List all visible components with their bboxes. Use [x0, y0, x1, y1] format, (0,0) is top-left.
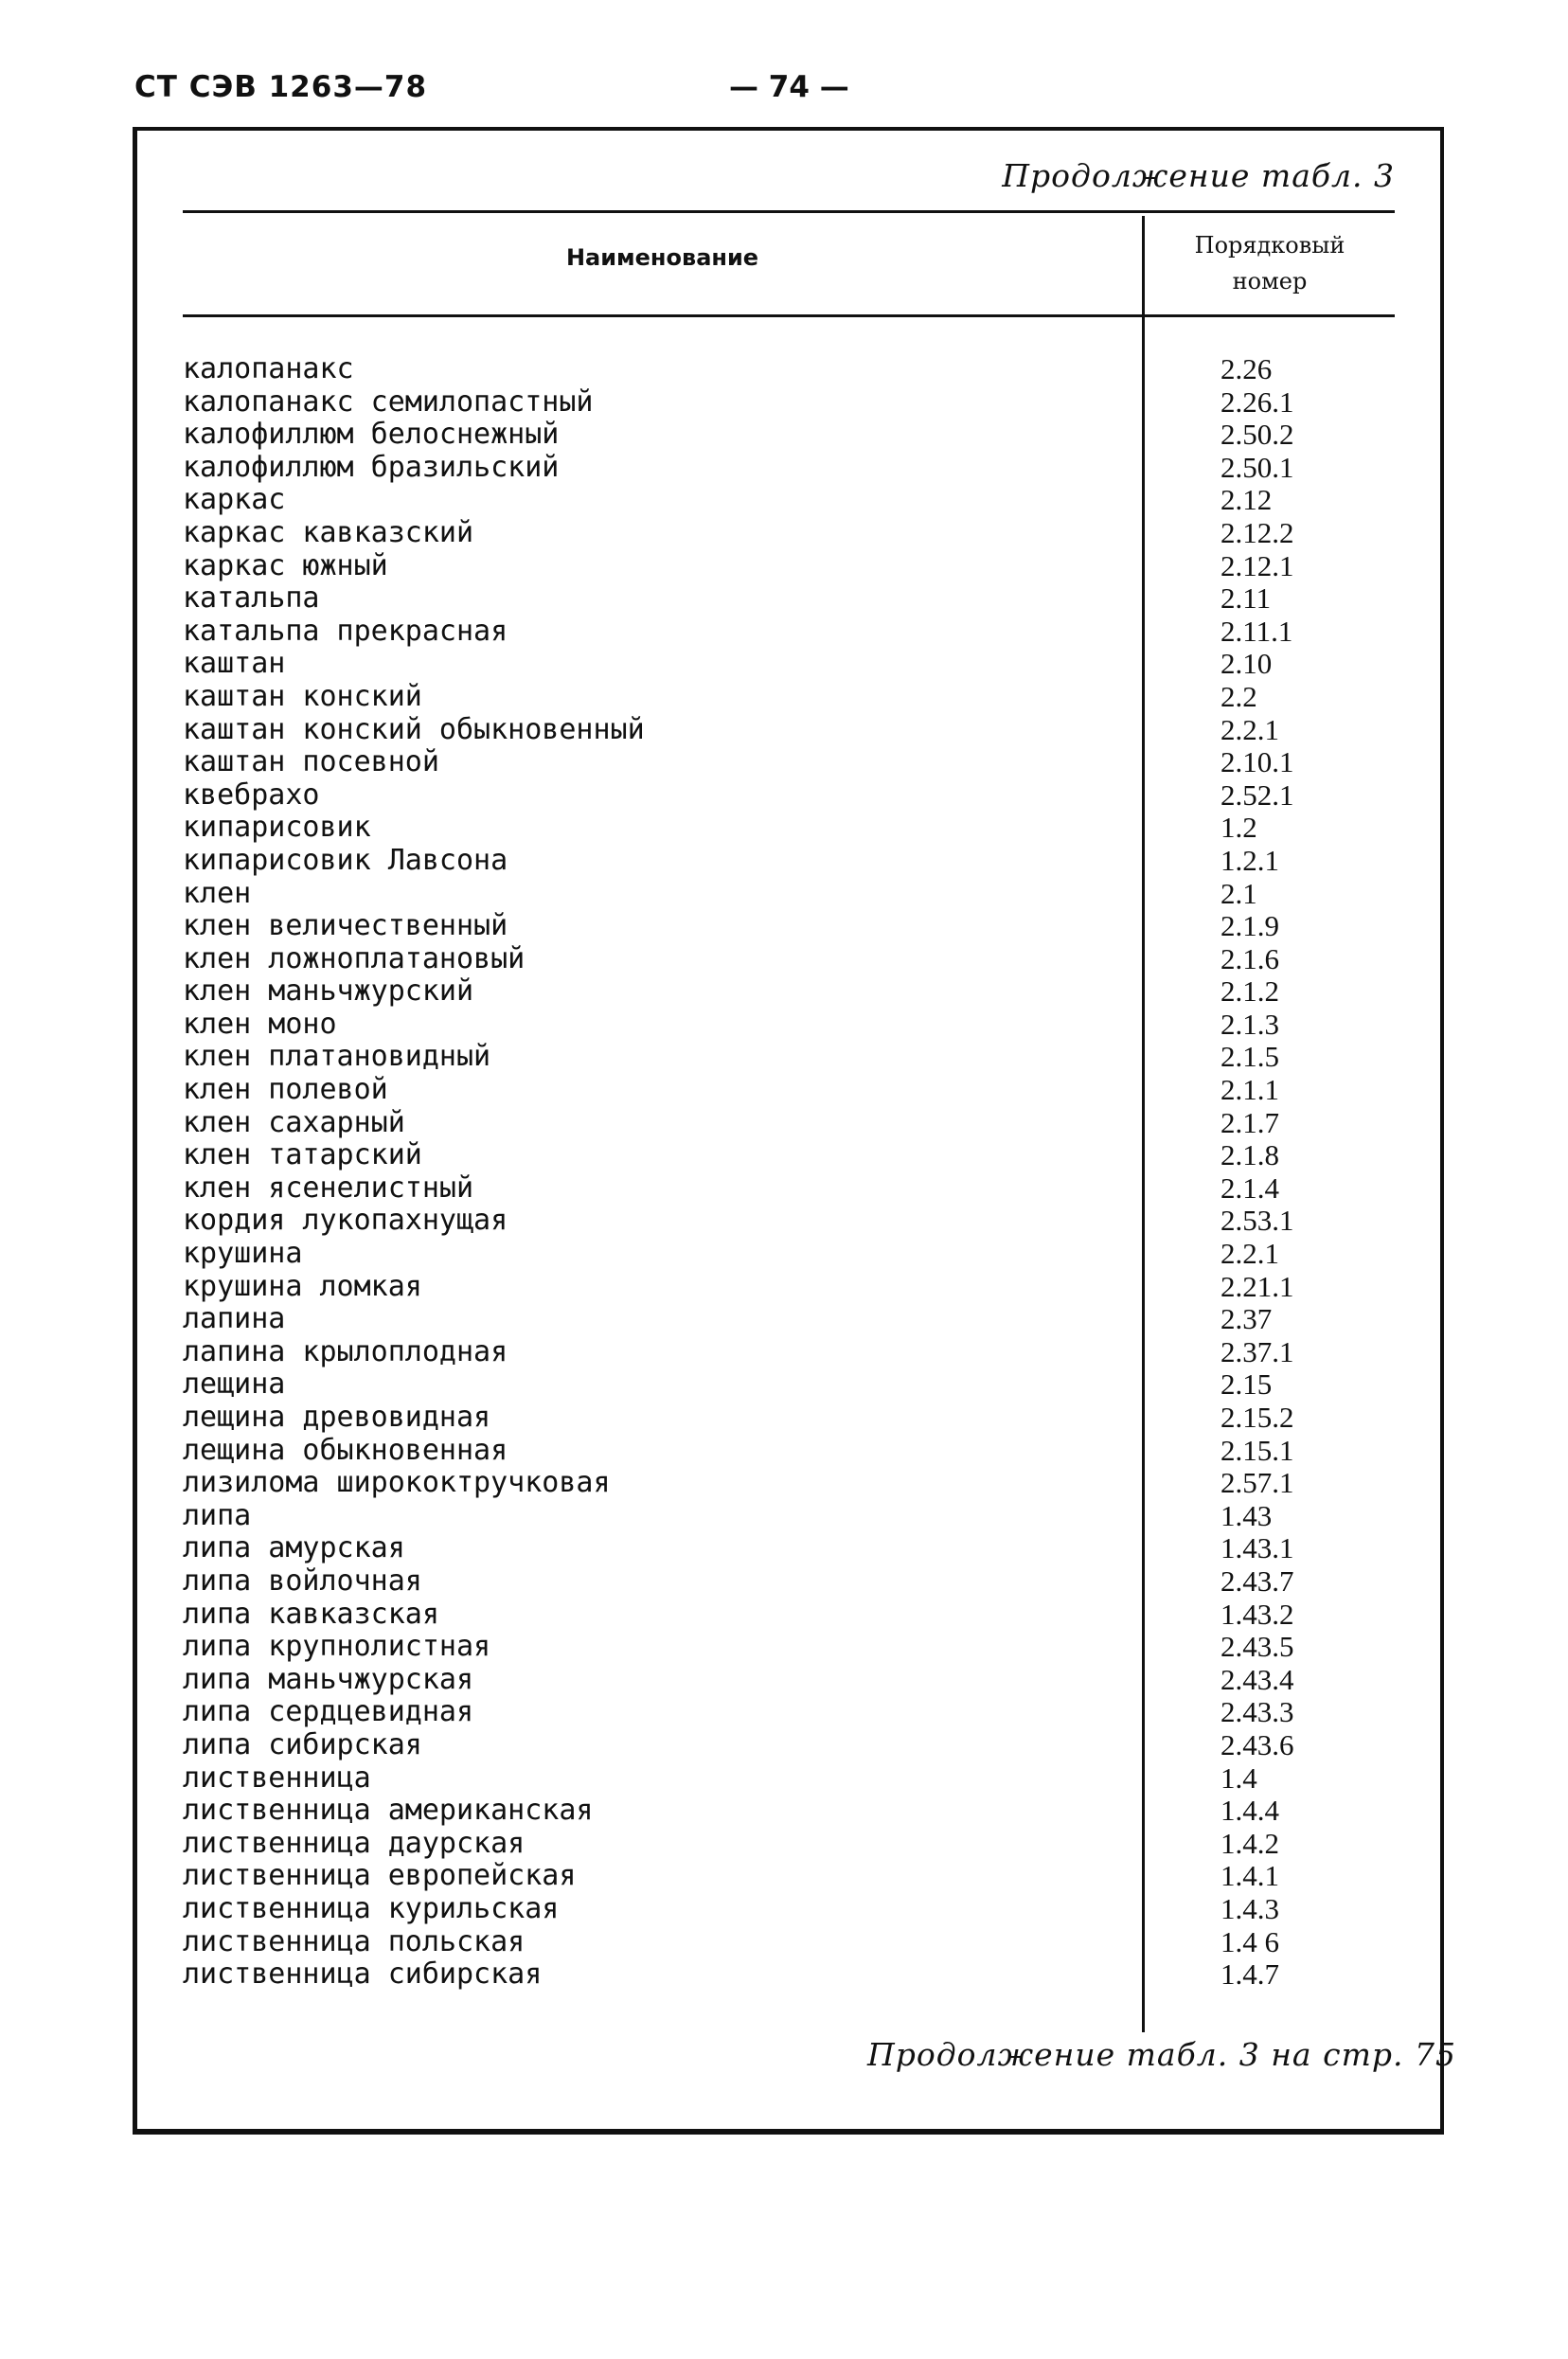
- row-number: 2.43.3: [1221, 1695, 1294, 1729]
- row-number: 2.21.1: [1221, 1269, 1294, 1303]
- row-name: калофиллюм бразильский: [183, 450, 560, 484]
- table-row: [183, 1009, 1395, 1042]
- row-name: каркас кавказский: [183, 515, 474, 549]
- row-name: крушина ломкая: [183, 1269, 422, 1303]
- table-row: [183, 386, 1395, 420]
- row-number: 2.1.7: [1221, 1105, 1279, 1139]
- table-row: [183, 1074, 1395, 1107]
- row-name: квебрахо: [183, 777, 320, 812]
- row-number: 2.10: [1221, 647, 1273, 681]
- row-number: 1.4.3: [1221, 1891, 1279, 1925]
- row-name: лиственница: [183, 1760, 371, 1795]
- table-row: [183, 517, 1395, 550]
- table-row: [183, 1435, 1395, 1468]
- row-name: липа войлочная: [183, 1564, 422, 1598]
- row-number: 1.2: [1221, 811, 1257, 845]
- table-row: [183, 1599, 1395, 1632]
- table-row: [183, 1631, 1395, 1664]
- row-number: 2.1.3: [1221, 1007, 1279, 1041]
- table-row: [183, 582, 1395, 616]
- col-header-number: [1145, 227, 1395, 299]
- table-row: [183, 845, 1395, 878]
- row-name: каркас южный: [183, 548, 388, 582]
- row-number: 2.1.9: [1221, 909, 1279, 943]
- table-row: [183, 1172, 1395, 1206]
- table-row: [183, 746, 1395, 779]
- row-number: 2.50.2: [1221, 418, 1294, 452]
- table-row: [183, 1795, 1395, 1828]
- row-number: 2.37: [1221, 1302, 1273, 1336]
- table-row: [183, 1893, 1395, 1926]
- table-row: [183, 681, 1395, 714]
- row-number: 2.15: [1221, 1367, 1273, 1402]
- row-number: 1.4.7: [1221, 1957, 1279, 1992]
- row-number: 2.12: [1221, 483, 1273, 517]
- row-name: лиственница польская: [183, 1924, 526, 1958]
- table-row: [183, 1565, 1395, 1599]
- row-name: клен сахарный: [183, 1105, 405, 1139]
- row-name: липа кавказская: [183, 1597, 439, 1631]
- row-name: лещина обыкновенная: [183, 1433, 508, 1467]
- table-row: [183, 1729, 1395, 1762]
- row-name: клен маньчжурский: [183, 974, 474, 1009]
- table-row: [183, 1041, 1395, 1074]
- row-number: 2.11.1: [1221, 614, 1293, 648]
- document-code: СТ СЭВ 1263—78: [134, 70, 428, 104]
- table-row: [183, 1205, 1395, 1238]
- table-row: [183, 1107, 1395, 1140]
- table-row: [183, 1139, 1395, 1172]
- row-number: 1.2.1: [1221, 843, 1279, 877]
- table-row: [183, 616, 1395, 649]
- row-name: калопанакс семилопастный: [183, 384, 594, 419]
- row-number: 2.2.1: [1221, 712, 1279, 746]
- row-name: липа крупнолистная: [183, 1630, 491, 1664]
- row-name: каштан конский обыкновенный: [183, 712, 645, 746]
- header-bottom-rule: [183, 314, 1395, 317]
- row-number: 2.1.8: [1221, 1138, 1279, 1172]
- row-number: 2.15.2: [1221, 1401, 1294, 1434]
- row-name: каштан конский: [183, 679, 422, 713]
- continuation-bottom: Продолжение табл. 3 на стр. 75: [867, 2036, 1456, 2073]
- table-row: [183, 1958, 1395, 1992]
- row-name: каштан: [183, 647, 286, 681]
- col-header-number-line2: номер: [1232, 268, 1308, 295]
- row-name: липа сердцевидная: [183, 1695, 474, 1729]
- table-row: [183, 1303, 1395, 1336]
- table-top-rule: [183, 210, 1395, 213]
- table-row: [183, 1860, 1395, 1893]
- row-name: кипарисовик: [183, 811, 371, 845]
- row-name: клен величественный: [183, 909, 508, 943]
- table-row: [183, 975, 1395, 1009]
- row-number: 1.4.2: [1221, 1826, 1279, 1860]
- row-number: 2.15.1: [1221, 1433, 1294, 1467]
- table-row: [183, 714, 1395, 747]
- row-number: 2.37.1: [1221, 1334, 1294, 1368]
- row-name: лапина: [183, 1302, 286, 1336]
- row-number: 2.12.1: [1221, 548, 1294, 582]
- row-name: липа: [183, 1498, 252, 1532]
- row-number: 1.4.1: [1221, 1859, 1279, 1893]
- row-number: 2.1.6: [1221, 941, 1279, 975]
- row-name: калопанакс: [183, 352, 354, 385]
- table-row: [183, 484, 1395, 517]
- row-name: клен ясенелистный: [183, 1171, 474, 1205]
- table-row: [183, 1336, 1395, 1369]
- table-row: [183, 1926, 1395, 1959]
- table-row: [183, 779, 1395, 813]
- row-name: клен платановидный: [183, 1040, 491, 1074]
- row-name: липа сибирская: [183, 1727, 422, 1761]
- row-name: каркас: [183, 483, 286, 517]
- row-name: каштан посевной: [183, 745, 439, 779]
- row-number: 2.52.1: [1221, 777, 1294, 812]
- row-number: 1.43.2: [1221, 1597, 1294, 1631]
- table-row: [183, 910, 1395, 943]
- table-body: [183, 353, 1395, 1992]
- row-name: лещина: [183, 1367, 286, 1402]
- table-row: [183, 419, 1395, 452]
- row-number: 2.43.5: [1221, 1630, 1294, 1664]
- table-row: [183, 1467, 1395, 1500]
- row-number: 2.26: [1221, 352, 1273, 385]
- row-name: кипарисовик Лавсона: [183, 843, 508, 877]
- table-row: [183, 1368, 1395, 1402]
- row-number: 2.11: [1221, 581, 1272, 616]
- row-number: 2.53.1: [1221, 1204, 1294, 1238]
- table-row: [183, 648, 1395, 681]
- col-header-name: Наименование: [565, 244, 759, 271]
- row-number: 2.50.1: [1221, 450, 1294, 484]
- row-number: 2.43.6: [1221, 1727, 1294, 1761]
- table-row: [183, 1762, 1395, 1796]
- page-number: — 74 —: [729, 70, 849, 104]
- continuation-top: Продолжение табл. 3: [1002, 157, 1395, 194]
- row-number: 1.4 6: [1221, 1924, 1279, 1958]
- row-number: 1.4.4: [1221, 1794, 1279, 1828]
- row-number: 2.2.1: [1221, 1237, 1279, 1271]
- col-header-number-line1: Порядковый: [1194, 232, 1345, 259]
- row-number: 2.26.1: [1221, 384, 1294, 419]
- table-row: [183, 1696, 1395, 1729]
- table-row: [183, 353, 1395, 386]
- row-name: клен ложноплатановый: [183, 941, 526, 975]
- row-name: лиственница американская: [183, 1794, 594, 1828]
- table-row: [183, 1500, 1395, 1533]
- table-row: [183, 943, 1395, 976]
- row-name: катальпа прекрасная: [183, 614, 508, 648]
- row-name: лапина крылоплодная: [183, 1334, 508, 1368]
- row-number: 2.12.2: [1221, 515, 1294, 549]
- table-row: [183, 812, 1395, 845]
- row-number: 1.4: [1221, 1760, 1257, 1795]
- table-row: [183, 1238, 1395, 1271]
- row-name: катальпа: [183, 581, 320, 616]
- row-name: кордия лукопахнущая: [183, 1204, 508, 1238]
- row-number: 2.1.1: [1221, 1073, 1279, 1107]
- row-name: лиственница даурская: [183, 1826, 526, 1860]
- table-row: [183, 1828, 1395, 1861]
- row-name: лиственница европейская: [183, 1859, 577, 1893]
- row-name: клен татарский: [183, 1138, 422, 1172]
- row-name: клен полевой: [183, 1073, 388, 1107]
- row-number: 2.57.1: [1221, 1466, 1294, 1500]
- table-row: [183, 878, 1395, 911]
- row-name: крушина: [183, 1237, 303, 1271]
- row-name: лизилома ширококтручковая: [183, 1466, 611, 1500]
- row-name: лиственница сибирская: [183, 1957, 543, 1992]
- row-number: 2.1.4: [1221, 1171, 1279, 1205]
- row-number: 2.43.4: [1221, 1662, 1294, 1696]
- row-number: 2.43.7: [1221, 1564, 1294, 1598]
- row-name: липа амурская: [183, 1531, 405, 1565]
- row-number: 2.10.1: [1221, 745, 1294, 779]
- row-number: 2.1.5: [1221, 1040, 1279, 1074]
- table-row: [183, 550, 1395, 583]
- row-name: клен: [183, 876, 252, 910]
- table-row: [183, 1271, 1395, 1304]
- row-number: 2.1: [1221, 876, 1257, 910]
- table-row: [183, 1532, 1395, 1565]
- row-name: клен моно: [183, 1007, 337, 1041]
- table-row: [183, 1664, 1395, 1697]
- row-name: липа маньчжурская: [183, 1662, 474, 1696]
- row-number: 2.1.2: [1221, 974, 1279, 1009]
- row-name: калофиллюм белоснежный: [183, 418, 560, 452]
- row-name: лиственница курильская: [183, 1891, 560, 1925]
- table-row: [183, 1402, 1395, 1435]
- row-number: 1.43: [1221, 1498, 1273, 1532]
- row-number: 1.43.1: [1221, 1531, 1294, 1565]
- row-number: 2.2: [1221, 679, 1257, 713]
- table-row: [183, 452, 1395, 485]
- row-name: лещина древовидная: [183, 1401, 491, 1434]
